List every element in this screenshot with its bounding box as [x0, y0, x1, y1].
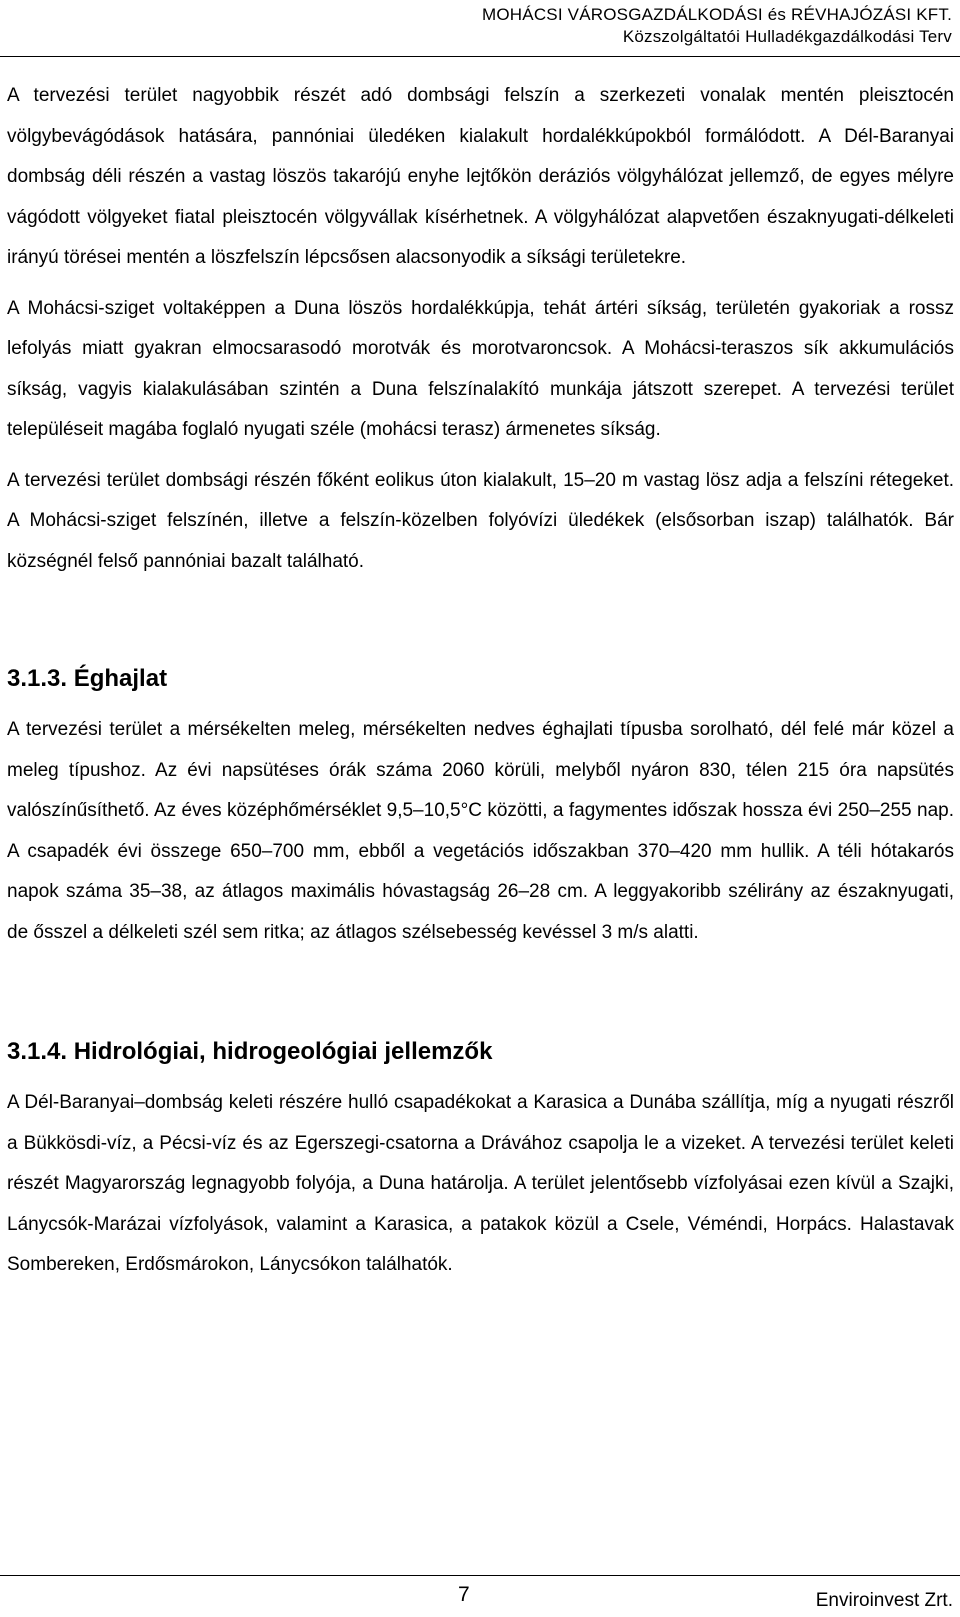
paragraph-climate: A tervezési terület a mérsékelten meleg, mérsékelten nedves éghajlati típusba sorolható, dél felé már közel a meleg típushoz. Az évi napsütéses órák száma 2060 körüli, melyből nyáron 830, télen 215 óra napsütés valószínűsíthető. Az éves középhőmérséklet 9,5–10,5°C közötti, a fagymentes időszak hossza évi 250–255 nap. A csapadék évi összege 650–700 mm, ebből a vegetációs időszakban 370–420 mm hullik. A téli hótakarós napok száma 35–38, az átlagos maximális hóvastagság 26–28 cm. A leggyakoribb szélirány az északnyugati, de ősszel a délkeleti szél sem ritka; az átlagos szélsebesség kevéssel 3 m/s alatti. [7, 719, 954, 943]
page-number: 7 [458, 1583, 470, 1606]
footer-divider [0, 1575, 960, 1576]
section-heading-hydrology: 3.1.4. Hidrológiai, hidrogeológiai jellemzők [7, 1038, 493, 1065]
paragraph-soil: A tervezési terület dombsági részén főként eolikus úton kialakult, 15–20 m vastag lösz adja a felszíni rétegeket. A Mohácsi-sziget felszínén, illetve a felszín-közelben folyóvízi üledékek (elsősorban iszap) találhatók. Bár községnél felső pannóniai bazalt található. [7, 469, 954, 572]
header-divider [0, 56, 960, 57]
header-document-title: Közszolgáltatói Hulladékgazdálkodási Terv [622, 27, 952, 46]
section-heading-climate: 3.1.3. Éghajlat [7, 665, 168, 692]
page-header [482, 4, 952, 48]
paragraph-relief: A tervezési terület nagyobbik részét adó dombsági felszín a szerkezeti vonalak mentén pleisztocén völgybevágódások hatására, pannóniai üledéken kialakult hordalékkúpokból formálódott. A Dél-Baranyai dombság déli részén a vastag löszös takarójú enyhe lejtőkön deráziós völgyhálózat jellemző, de egyes mélyre vágódott völgyeket fiatal pleisztocén völgyvállak kísérhetnek. A völgyhálózat alapvetően északnyugati-délkeleti irányú törései mentén a löszfelszín lépcsősen alacsonyodik a síksági területekre. [7, 85, 954, 268]
paragraph-hydrology: A Dél-Baranyai–dombság keleti részére hulló csapadékokat a Karasica a Dunába szállítja, míg a nyugati részről a Bükkösdi-víz, a Pécsi-víz és az Egerszegi-csatorna a Drávához csapolja le a vizeket. A tervezési terület keleti részét Magyarország legnagyobb folyója, a Duna határolja. A terület jelentősebb vízfolyásai ezen kívül a Szajki, Lánycsók-Marázai vízfolyások, valamint a Karasica, a patakok közül a Csele, Véméndi, Horpács. Halastavak Sombereken, Erdősmárokon, Lánycsókon találhatók. [7, 1092, 954, 1275]
header-company-name: MOHÁCSI VÁROSGAZDÁLKODÁSI és RÉVHAJÓZÁSI KFT. [482, 5, 952, 24]
footer-company: Enviroinvest Zrt. [815, 1590, 953, 1611]
paragraph-mohacs-island: A Mohácsi-sziget voltaképpen a Duna löszös hordalékkúpja, tehát ártéri síkság, területén gyakoriak a rossz lefolyás miatt gyakran elmocsarasodó morotvák és morotvaroncsok. A Mohácsi-teraszos sík akkumulációs síkság, vagyis kialakulásában szintén a Duna felszínalakító munkája játszott szerepet. A tervezési terület településeit magába foglaló nyugati széle (mohácsi terasz) ármenetes síkság. [7, 297, 954, 440]
document-body [7, 76, 954, 1286]
